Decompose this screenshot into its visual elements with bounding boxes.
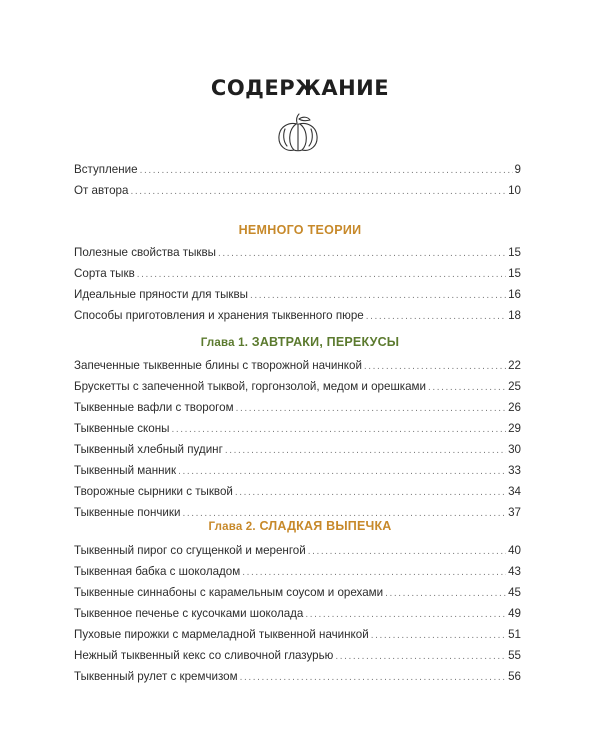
toc-entry-page: 15	[508, 246, 521, 259]
toc-entry	[74, 670, 521, 691]
toc-entry	[74, 401, 521, 422]
toc-entry	[74, 649, 521, 670]
dot-leader	[225, 445, 506, 456]
toc-entry-title: Тыквенные сконы	[74, 422, 170, 435]
toc-entry-title: Тыквенные вафли с творогом	[74, 401, 234, 414]
toc-entry-title: Полезные свойства тыквы	[74, 246, 216, 259]
chapter-2-prefix: Глава 2.	[208, 521, 256, 533]
theory-list	[74, 246, 521, 330]
dot-leader	[385, 588, 506, 599]
toc-entry	[74, 443, 521, 464]
chapter-2-heading	[0, 519, 600, 533]
toc-entry-title: Пуховые пирожки с мармеладной тыквенной начинкой	[74, 628, 369, 641]
chapter-1-title: ЗАВТРАКИ, ПЕРЕКУСЫ	[251, 335, 400, 349]
page-title: СОДЕРЖАНИЕ	[210, 76, 390, 100]
toc-entry-title: Способы приготовления и хранения тыквенного пюре	[74, 309, 364, 322]
toc-entry	[74, 246, 521, 267]
toc-entry-page: 56	[508, 670, 521, 683]
toc-entry-page: 10	[508, 184, 521, 197]
toc-entry-title: Тыквенный пирог со сгущенкой и меренгой	[74, 544, 306, 557]
dot-leader	[137, 269, 506, 280]
dot-leader	[366, 311, 506, 322]
dot-leader	[364, 361, 506, 372]
dot-leader	[242, 567, 506, 578]
chapter-1-list	[74, 359, 521, 527]
toc-entry	[74, 565, 521, 586]
dot-leader	[140, 165, 513, 176]
dot-leader	[130, 186, 506, 197]
toc-entry	[74, 607, 521, 628]
toc-entry	[74, 544, 521, 565]
dot-leader	[428, 382, 506, 393]
toc-entry	[74, 288, 521, 309]
toc-entry-page: 51	[508, 628, 521, 641]
chapter-1-heading	[0, 335, 600, 349]
pumpkin-icon	[275, 113, 321, 155]
toc-entry-page: 40	[508, 544, 521, 557]
dot-leader	[371, 630, 506, 641]
dot-leader	[171, 424, 506, 435]
dot-leader	[236, 403, 507, 414]
toc-entry	[74, 309, 521, 330]
intro-list	[74, 163, 521, 205]
toc-entry-title: Тыквенный хлебный пудинг	[74, 443, 223, 456]
toc-entry-page: 45	[508, 586, 521, 599]
toc-entry	[74, 163, 521, 184]
toc-entry-title: Тыквенный рулет с кремчизом	[74, 670, 238, 683]
dot-leader	[305, 609, 506, 620]
toc-entry-page: 22	[508, 359, 521, 372]
toc-entry-title: Нежный тыквенный кекс со сливочной глазурью	[74, 649, 334, 662]
dot-leader	[308, 546, 506, 557]
toc-entry-page: 15	[508, 267, 521, 280]
dot-leader	[335, 651, 506, 662]
toc-entry-page: 37	[508, 506, 521, 519]
toc-entry	[74, 380, 521, 401]
toc-entry-page: 34	[508, 485, 521, 498]
dot-leader	[250, 290, 506, 301]
toc-entry-page: 33	[508, 464, 521, 477]
toc-entry-page: 29	[508, 422, 521, 435]
chapter-2-list	[74, 544, 521, 691]
toc-entry	[74, 267, 521, 288]
dot-leader	[235, 487, 506, 498]
toc-entry-title: Сорта тыкв	[74, 267, 135, 280]
toc-entry	[74, 628, 521, 649]
dot-leader	[178, 466, 506, 477]
chapter-2-title: СЛАДКАЯ ВЫПЕЧКА	[259, 519, 392, 533]
toc-entry-title: Тыквенная бабка с шоколадом	[74, 565, 241, 578]
toc-entry-page: 49	[508, 607, 521, 620]
toc-entry	[74, 184, 521, 205]
toc-entry	[74, 586, 521, 607]
toc-entry-title: Тыквенный манник	[74, 464, 177, 477]
toc-entry-page: 9	[514, 163, 521, 176]
toc-entry	[74, 359, 521, 380]
toc-entry	[74, 485, 521, 506]
toc-entry-title: Тыквенные пончики	[74, 506, 181, 519]
toc-entry	[74, 464, 521, 485]
toc-entry-title: Запеченные тыквенные блины с творожной начинкой	[74, 359, 362, 372]
toc-entry-page: 16	[508, 288, 521, 301]
toc-entry-title: Творожные сырники с тыквой	[74, 485, 233, 498]
dot-leader	[218, 248, 506, 259]
toc-entry-page: 18	[508, 309, 521, 322]
toc-entry-page: 26	[508, 401, 521, 414]
toc-entry-title: Вступление	[74, 163, 138, 176]
toc-entry-title: Брускетты с запеченной тыквой, горгонзолой, медом и орешками	[74, 380, 426, 393]
dot-leader	[182, 508, 506, 519]
dot-leader	[240, 672, 507, 683]
toc-entry-page: 43	[508, 565, 521, 578]
toc-entry-page: 55	[508, 649, 521, 662]
section-heading-theory: НЕМНОГО ТЕОРИИ	[238, 223, 362, 237]
toc-entry-title: Идеальные пряности для тыквы	[74, 288, 248, 301]
chapter-1-prefix: Глава 1.	[200, 337, 249, 349]
toc-entry-title: От автора	[74, 184, 129, 197]
toc-entry-page: 25	[508, 380, 521, 393]
toc-entry-title: Тыквенные синнабоны с карамельным соусом и орехами	[74, 586, 384, 599]
toc-entry-page: 30	[508, 443, 521, 456]
toc-entry-title: Тыквенное печенье с кусочками шоколада	[74, 607, 304, 620]
toc-entry	[74, 422, 521, 443]
